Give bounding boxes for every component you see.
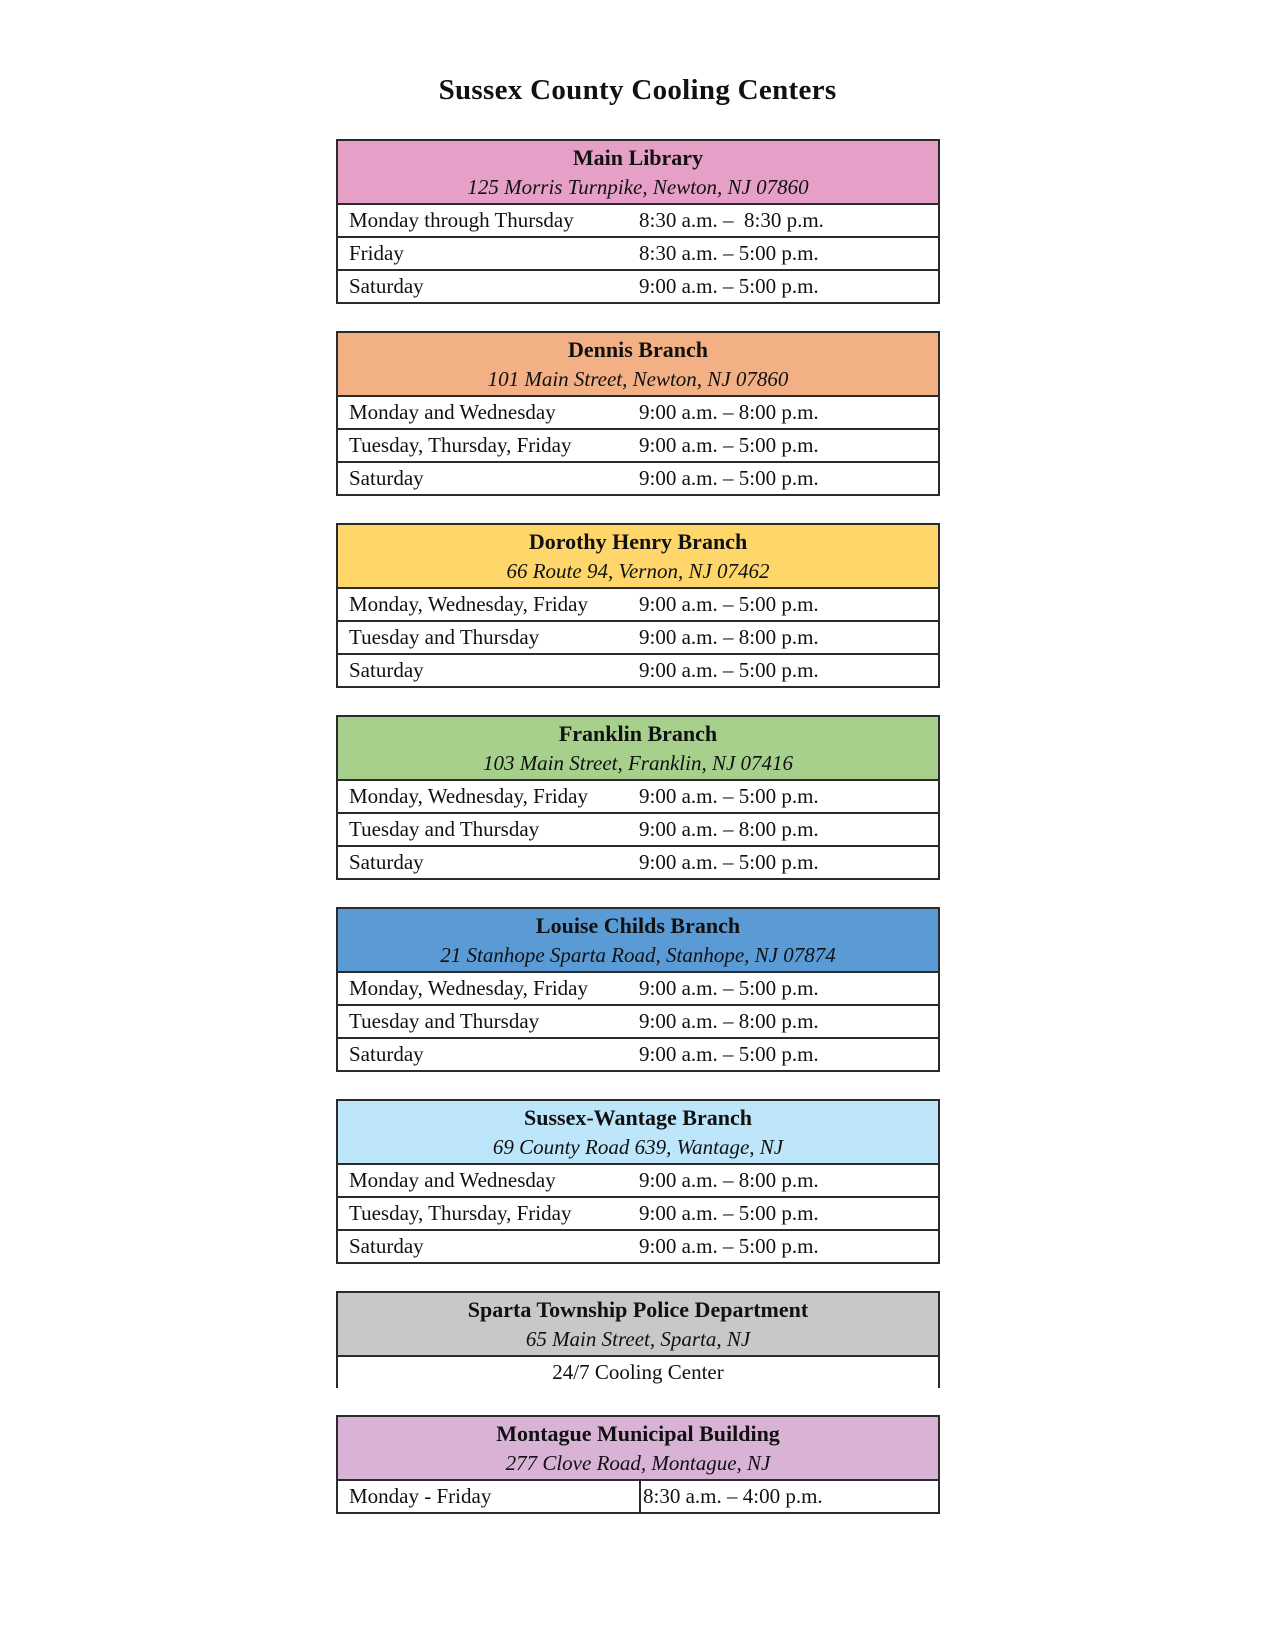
center-header xyxy=(338,1101,938,1165)
center-address: 277 Clove Road, Montague, NJ xyxy=(505,1451,771,1475)
hours-days: Monday through Thursday xyxy=(349,208,574,232)
center-table-franklin-branch xyxy=(336,715,940,880)
cooling-center-note: 24/7 Cooling Center xyxy=(552,1360,724,1384)
hours-days: Monday and Wednesday xyxy=(349,400,556,424)
hours-days: Saturday xyxy=(349,1042,424,1066)
hours-row xyxy=(338,1039,938,1070)
hours-row xyxy=(338,430,938,463)
hours-time: 9:00 a.m. – 8:00 p.m. xyxy=(639,625,819,649)
center-header xyxy=(338,333,938,397)
center-header xyxy=(338,717,938,781)
page-title: Sussex County Cooling Centers xyxy=(438,74,837,106)
center-table-dennis-branch xyxy=(336,331,940,496)
center-table-montague-municipal xyxy=(336,1415,940,1514)
hours-time: 9:00 a.m. – 8:00 p.m. xyxy=(639,1009,819,1033)
center-name: Sussex-Wantage Branch xyxy=(524,1105,752,1130)
hours-days: Monday - Friday xyxy=(349,1484,492,1508)
hours-time: 9:00 a.m. – 5:00 p.m. xyxy=(639,976,819,1000)
hours-row xyxy=(338,397,938,430)
cooling-center-list xyxy=(336,139,940,1541)
center-name: Montague Municipal Building xyxy=(496,1421,780,1446)
center-header xyxy=(338,1417,938,1481)
center-header xyxy=(338,909,938,973)
hours-days: Monday, Wednesday, Friday xyxy=(349,784,588,808)
hours-days: Tuesday, Thursday, Friday xyxy=(349,1201,572,1225)
center-address: 101 Main Street, Newton, NJ 07860 xyxy=(487,367,789,391)
hours-days: Saturday xyxy=(349,658,424,682)
hours-time: 9:00 a.m. – 5:00 p.m. xyxy=(639,784,819,808)
hours-days: Saturday xyxy=(349,1234,424,1258)
hours-time: 9:00 a.m. – 8:00 p.m. xyxy=(639,817,819,841)
center-name: Dorothy Henry Branch xyxy=(528,529,748,554)
hours-row xyxy=(338,781,938,814)
hours-time: 9:00 a.m. – 8:00 p.m. xyxy=(639,400,819,424)
hours-time: 8:30 a.m. – 5:00 p.m. xyxy=(639,241,819,265)
center-address: 21 Stanhope Sparta Road, Stanhope, NJ 07874 xyxy=(440,943,836,967)
hours-row xyxy=(338,973,938,1006)
center-table-sparta-police xyxy=(336,1291,940,1388)
hours-row xyxy=(338,814,938,847)
hours-row xyxy=(338,463,938,494)
center-address: 103 Main Street, Franklin, NJ 07416 xyxy=(482,751,794,775)
hours-days: Tuesday and Thursday xyxy=(349,1009,540,1033)
hours-time: 8:30 a.m. – 8:30 p.m. xyxy=(639,208,824,232)
center-address: 66 Route 94, Vernon, NJ 07462 xyxy=(506,559,770,583)
center-table-louise-childs-branch xyxy=(336,907,940,1072)
hours-row xyxy=(338,1006,938,1039)
hours-row xyxy=(338,1231,938,1262)
hours-row xyxy=(338,589,938,622)
center-name: Louise Childs Branch xyxy=(535,913,741,938)
center-address: 65 Main Street, Sparta, NJ xyxy=(525,1327,751,1351)
hours-days: Monday, Wednesday, Friday xyxy=(349,976,588,1000)
hours-days: Monday and Wednesday xyxy=(349,1168,556,1192)
hours-time: 9:00 a.m. – 5:00 p.m. xyxy=(639,850,819,874)
hours-row xyxy=(338,1481,938,1512)
center-table-sussex-wantage-branch xyxy=(336,1099,940,1264)
hours-time: 9:00 a.m. – 5:00 p.m. xyxy=(639,658,819,682)
center-header xyxy=(338,141,938,205)
hours-time: 9:00 a.m. – 5:00 p.m. xyxy=(639,274,819,298)
hours-row xyxy=(338,238,938,271)
hours-time: 9:00 a.m. – 5:00 p.m. xyxy=(639,1201,819,1225)
hours-time: 9:00 a.m. – 5:00 p.m. xyxy=(639,1234,819,1258)
hours-days: Saturday xyxy=(349,850,424,874)
hours-days: Tuesday and Thursday xyxy=(349,817,540,841)
hours-days: Tuesday and Thursday xyxy=(349,625,540,649)
hours-row xyxy=(338,1165,938,1198)
hours-row xyxy=(338,205,938,238)
hours-days: Saturday xyxy=(349,466,424,490)
hours-row xyxy=(338,847,938,878)
hours-time: 8:30 a.m. – 4:00 p.m. xyxy=(639,1481,938,1512)
center-address: 69 County Road 639, Wantage, NJ xyxy=(492,1135,784,1159)
hours-time: 9:00 a.m. – 5:00 p.m. xyxy=(639,466,819,490)
hours-time: 9:00 a.m. – 5:00 p.m. xyxy=(639,592,819,616)
center-table-main-library xyxy=(336,139,940,304)
center-address: 125 Morris Turnpike, Newton, NJ 07860 xyxy=(467,175,809,199)
center-header xyxy=(338,1293,938,1357)
hours-time: 9:00 a.m. – 5:00 p.m. xyxy=(639,1042,819,1066)
hours-days: Tuesday, Thursday, Friday xyxy=(349,433,572,457)
hours-row xyxy=(338,1198,938,1231)
center-table-dorothy-henry-branch xyxy=(336,523,940,688)
center-name: Sparta Township Police Department xyxy=(467,1297,809,1322)
hours-row xyxy=(338,271,938,302)
hours-days: Saturday xyxy=(349,274,424,298)
hours-time: 9:00 a.m. – 8:00 p.m. xyxy=(639,1168,819,1192)
center-name: Main Library xyxy=(572,145,704,170)
hours-row xyxy=(338,622,938,655)
hours-row xyxy=(338,655,938,686)
hours-days: Monday, Wednesday, Friday xyxy=(349,592,588,616)
center-name: Dennis Branch xyxy=(568,337,708,362)
center-header xyxy=(338,525,938,589)
hours-time: 9:00 a.m. – 5:00 p.m. xyxy=(639,433,819,457)
center-name: Franklin Branch xyxy=(558,721,718,746)
hours-days: Friday xyxy=(349,241,404,265)
